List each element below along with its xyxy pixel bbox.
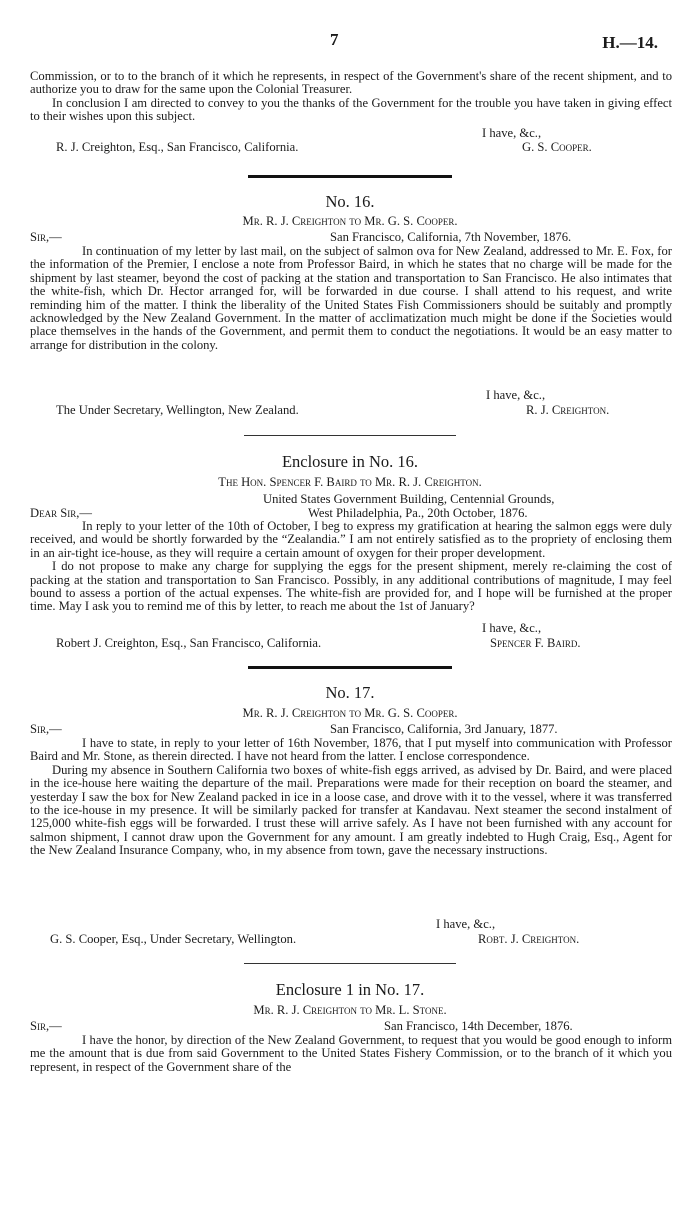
page-reference: H.—14. [602, 33, 658, 52]
letter-title-no16: No. 16. [325, 192, 375, 211]
section-divider [248, 666, 452, 669]
carryover-text [30, 70, 672, 124]
salutation-no16: Sir,— [30, 230, 62, 244]
letter-body-no17 [30, 737, 672, 858]
carryover-closing: I have, &c., [482, 126, 542, 140]
dateline-no16: San Francisco, California, 7th November, 1876. [330, 230, 572, 244]
salutation-line-no17 [30, 722, 672, 736]
enclosure-from-no17: Mr. R. J. Creighton to Mr. L. Stone. [253, 1003, 447, 1017]
salutation-encl16: Dear Sir,— [30, 506, 92, 520]
letter-from-no17: Mr. R. J. Creighton to Mr. G. S. Cooper. [242, 706, 458, 720]
closing-encl16: I have, &c., [482, 621, 542, 635]
enclosure-title-no17: Enclosure 1 in No. 17. [275, 980, 425, 999]
enclosure-title-no16: Enclosure in No. 16. [281, 452, 419, 471]
enclosure-from-no16: The Hon. Spencer F. Baird to Mr. R. J. Creighton. [218, 475, 482, 489]
enclosure-address1-no16: United States Government Building, Centennial Grounds, [263, 492, 555, 506]
enclosure-divider [244, 963, 456, 964]
salutation-line-encl17 [30, 1019, 672, 1033]
signature-no17: Robt. J. Creighton. [478, 932, 580, 946]
address2-encl16: West Philadelphia, Pa., 20th October, 1876. [308, 506, 528, 520]
dateline-no17: San Francisco, California, 3rd January, 1877. [330, 722, 558, 736]
salutation-encl17: Sir,— [30, 1019, 62, 1033]
letter-body-no16 [30, 245, 672, 352]
salutation-line-no16 [30, 230, 672, 244]
signature-no16: R. J. Creighton. [526, 403, 610, 417]
salutation-line-encl16 [30, 506, 672, 520]
dateline-encl17: San Francisco, 14th December, 1876. [384, 1019, 573, 1033]
salutation-no17: Sir,— [30, 722, 62, 736]
section-divider [248, 175, 452, 178]
carryover-signature: G. S. Cooper. [522, 140, 592, 154]
addressee-no17: G. S. Cooper, Esq., Under Secretary, Wellington. [50, 932, 297, 946]
paragraph2-encl16: I do not propose to make any charge for supplying the eggs for the present shipment, merely re-claiming the cost of packing at the station and transportation to San Francisco. Possibly, in any additional contributions of magnitude, I may feel bound to assess a portion of the actual expenses. The white-fish are provided for, and I hope will be furnished at the proper time. May I ask you to remind me of this by letter, to reach me about the 1st of January? [30, 559, 672, 614]
enclosure-body-no17 [30, 1034, 672, 1074]
addressee-no16: The Under Secretary, Wellington, New Zealand. [56, 403, 299, 417]
enclosure-body-no16 [30, 520, 672, 614]
paragraph1-encl17: I have the honor, by direction of the New Zealand Government, to request that you would be good enough to inform me the amount that is due from said Government to the United States Fishery Commission, or to the branch of it which you represent, in respect of the Government share of the [30, 1033, 672, 1074]
closing-no17: I have, &c., [436, 917, 496, 931]
closing-no16: I have, &c., [486, 388, 546, 402]
addressee-encl16: Robert J. Creighton, Esq., San Francisco, California. [56, 636, 322, 650]
paragraph2-no17: During my absence in Southern California two boxes of white-fish eggs arrived, as advised by Dr. Baird, and were placed in the ice-house here waiting the departure of the mail. Preparations were made for their reception on board the steamer, and yesterday I saw the box for New Zealand packed in ice in a loose case, and drove with it to the vessel, where it was transferred to the ice-house in my presence. It will be similarly packed for transfer at Kandavau. Next steamer the second instalment of 125,000 white-fish eggs will be forwarded. I trust these will arrive safely. As I have not been furnished with any account for salmon shipment, I cannot draw upon the Government for any amount. I am greatly indebted to Hugh Craig, Esq., Agent for the New Zealand Insurance Company, who, in my absence from town, gave the necessary instructions. [30, 762, 672, 858]
letter-title-no17: No. 17. [325, 683, 375, 702]
carryover-paragraph: Commission, or to to the branch of it which he represents, in respect of the Government's share of the recent shipment, and to authorize you to draw for the same upon the Colonial Treasurer. [30, 69, 672, 97]
paragraph1-encl16: In reply to your letter of the 10th of October, I beg to express my gratification at hearing the salmon eggs were duly received, and would be shortly forwarded by the “Zealandia.” I am not entirely satisfied as to the propriety of enclosing them in an air-tight ice-house, as they will require a certain amount of oxygen for their proper development. [30, 519, 672, 560]
carryover-conclusion: In conclusion I am directed to convey to you the thanks of the Government for the trouble you have taken in giving effect to their wishes upon this subject. [30, 95, 672, 124]
carryover-addressee: R. J. Creighton, Esq., San Francisco, California. [56, 140, 299, 154]
paragraph1-no17: I have to state, in reply to your letter of 16th November, 1876, that I put myself into communication with Professor Baird and Mr. Stone, as therein directed. I have not heard from the latter. I enclose correspondence. [30, 736, 672, 764]
page-number: 7 [330, 30, 339, 49]
signature-encl16: Spencer F. Baird. [490, 636, 581, 650]
enclosure-divider [244, 435, 456, 436]
paragraph-no16: In continuation of my letter by last mail, on the subject of salmon ova for New Zealand, addressed to Mr. E. Fox, for the information of the Premier, I enclose a note from Professor Baird, in which he states that no charge will be made for the shipment by last steamer, beyond the cost of packing at the station and transportation to San Francisco. He also intimates that the white-fish, which Dr. Hector arranged for, will be forwarded in due course. I shall attend to his request, and write reminding him of the matter. I think the liberality of the United States Fish Commissioners should be suitably and promptly acknowledged by the New Zealand Government. In the matter of acclimatization much might be done if the Societies would place themselves in the hands of the Government, and permit them to conduct the negotiations. It would be an easy matter to arrange for distribution in the colony. [30, 244, 672, 352]
letter-from-no16: Mr. R. J. Creighton to Mr. G. S. Cooper. [242, 214, 458, 228]
